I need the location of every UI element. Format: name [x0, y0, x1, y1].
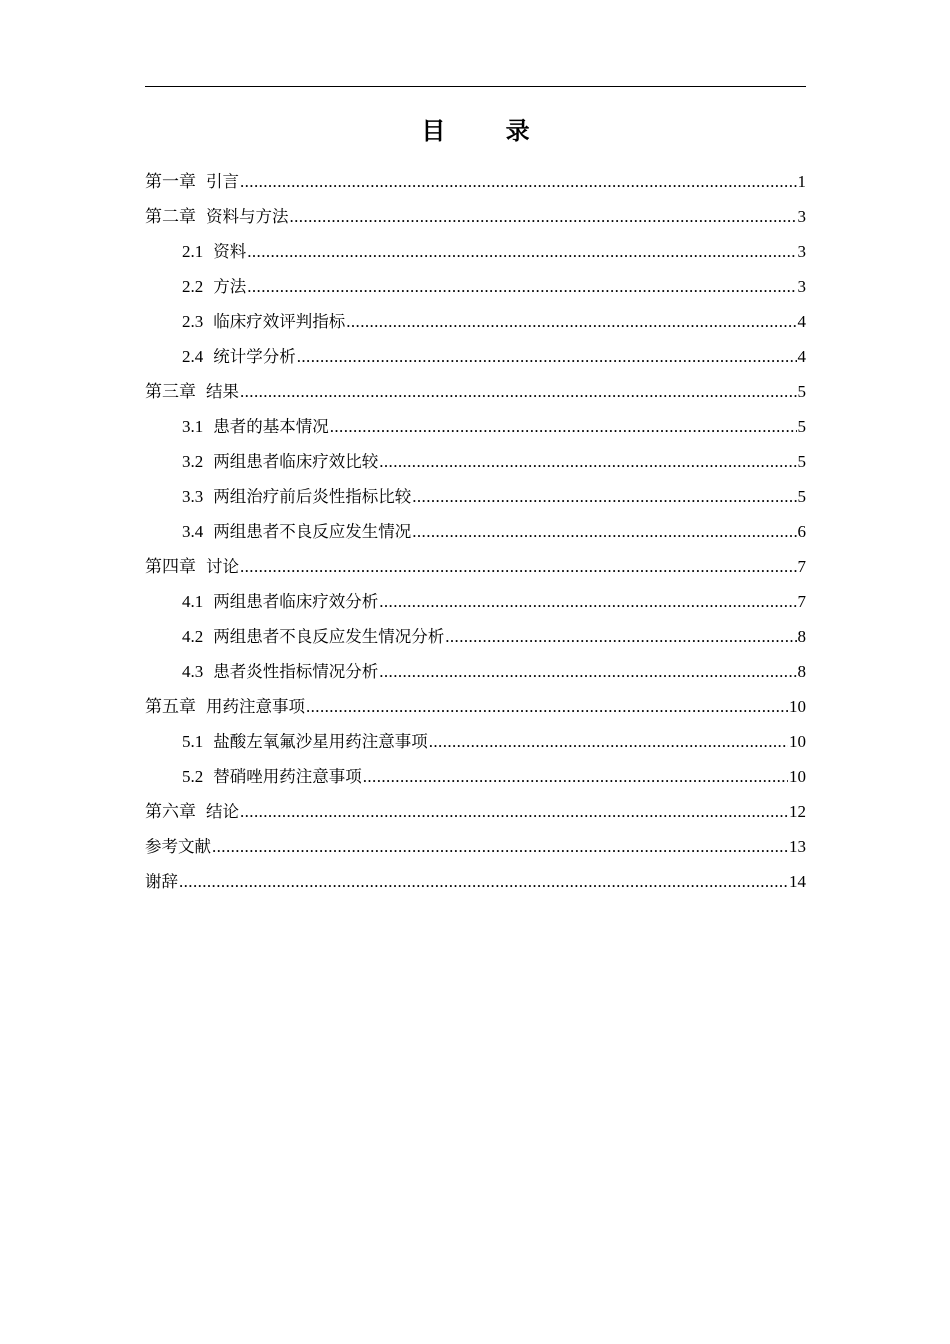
toc-entry-label: 两组患者临床疗效分析 [213, 592, 379, 611]
toc-entry-page-number: 8 [797, 627, 806, 646]
toc-entry-page-number: 7 [797, 557, 806, 576]
toc-entry-number: 5.1 [182, 732, 204, 751]
dot-leader [240, 796, 788, 828]
toc-entry[interactable] [145, 271, 806, 306]
toc-entry[interactable] [145, 831, 806, 866]
toc-entry-number: 4.3 [182, 662, 204, 681]
toc-entry[interactable] [145, 691, 806, 726]
toc-entry-label: 用药注意事项 [206, 697, 305, 716]
toc-entry[interactable] [145, 726, 806, 761]
toc-entry-number: 第三章 [145, 382, 196, 401]
toc-entry-number: 3.4 [182, 522, 204, 541]
dot-leader [179, 866, 788, 898]
dot-leader [247, 236, 796, 268]
toc-entry-label: 结论 [206, 802, 239, 821]
toc-title: 目 录 [421, 117, 556, 145]
toc-entry-page-number: 5 [797, 417, 806, 436]
toc-entry-page-number: 5 [797, 382, 806, 401]
toc-entry-page-number: 4 [797, 347, 806, 366]
toc-entry[interactable] [145, 236, 806, 271]
toc-entry-number: 2.3 [182, 312, 204, 331]
toc-entry-number: 第四章 [145, 557, 196, 576]
dot-leader [379, 446, 796, 478]
toc-entry[interactable] [145, 866, 806, 901]
toc-entry-page-number: 8 [797, 662, 806, 681]
toc-entry[interactable] [145, 446, 806, 481]
dot-leader [379, 656, 796, 688]
toc-entry-label: 参考文献 [145, 837, 211, 856]
toc-entry-label: 两组患者不良反应发生情况分析 [213, 627, 445, 646]
toc-entry-label: 两组治疗前后炎性指标比较 [213, 487, 412, 506]
dot-leader [240, 551, 797, 583]
toc-entry-page-number: 10 [789, 732, 806, 751]
toc-entry[interactable] [145, 551, 806, 586]
toc-entry-label: 盐酸左氧氟沙星用药注意事项 [213, 732, 428, 751]
toc-entry-label: 患者的基本情况 [213, 417, 329, 436]
toc-entry-page-number: 1 [797, 172, 806, 191]
dot-leader [412, 516, 796, 548]
toc-entry[interactable] [145, 166, 806, 201]
toc-entry-number: 第五章 [145, 697, 196, 716]
toc-entry-label: 两组患者不良反应发生情况 [213, 522, 412, 541]
toc-entry[interactable] [145, 586, 806, 621]
toc-entry-label: 资料 [213, 242, 247, 261]
dot-leader [363, 761, 788, 793]
toc-entry-label: 统计学分析 [213, 347, 296, 366]
toc-entry-label: 替硝唑用药注意事项 [213, 767, 362, 786]
header-rule [145, 86, 806, 87]
dot-leader [212, 831, 788, 863]
toc-entry-label: 引言 [206, 172, 239, 191]
toc-entry-number: 3.1 [182, 417, 204, 436]
toc-entry-label: 临床疗效评判指标 [213, 312, 346, 331]
toc-entry-label: 资料与方法 [206, 207, 289, 226]
toc-entry-number: 第二章 [145, 207, 196, 226]
toc-entry-number: 第六章 [145, 802, 196, 821]
toc-entry[interactable] [145, 341, 806, 376]
toc-entry-number: 5.2 [182, 767, 204, 786]
toc-entry[interactable] [145, 656, 806, 691]
toc-entry-label: 结果 [206, 382, 239, 401]
toc-entry[interactable] [145, 411, 806, 446]
toc-entry-page-number: 4 [797, 312, 806, 331]
toc-entry-label: 讨论 [206, 557, 239, 576]
toc-entry[interactable] [145, 376, 806, 411]
toc-entry-number: 2.2 [182, 277, 204, 296]
dot-leader [247, 271, 796, 303]
dot-leader [240, 376, 797, 408]
toc-entry[interactable] [145, 621, 806, 656]
toc-entry-label: 患者炎性指标情况分析 [213, 662, 379, 681]
toc-entry-page-number: 3 [797, 207, 806, 226]
toc-entry-number: 4.2 [182, 627, 204, 646]
toc-entry-page-number: 10 [789, 767, 806, 786]
toc-entry-page-number: 7 [797, 592, 806, 611]
toc-entry[interactable] [145, 516, 806, 551]
dot-leader [379, 586, 796, 618]
toc-entry-page-number: 12 [789, 802, 806, 821]
toc-entry-page-number: 3 [797, 242, 806, 261]
toc-entry-number: 第一章 [145, 172, 196, 191]
dot-leader [290, 201, 797, 233]
toc-entry-number: 2.4 [182, 347, 204, 366]
toc-entry-page-number: 5 [797, 452, 806, 471]
toc-entry-number: 3.2 [182, 452, 204, 471]
toc-entry-label: 方法 [213, 277, 247, 296]
dot-leader [330, 411, 797, 443]
dot-leader [445, 621, 796, 653]
dot-leader [429, 726, 788, 758]
dot-leader [306, 691, 788, 723]
toc-entry-label: 谢辞 [145, 872, 178, 891]
toc-entry-number: 4.1 [182, 592, 204, 611]
dot-leader [240, 166, 797, 198]
dot-leader [412, 481, 796, 513]
toc-entry[interactable] [145, 481, 806, 516]
toc-entry-page-number: 6 [797, 522, 806, 541]
toc-entry-page-number: 13 [789, 837, 806, 856]
toc-entry-number: 3.3 [182, 487, 204, 506]
toc-entry-page-number: 10 [789, 697, 806, 716]
toc-entry-page-number: 14 [789, 872, 806, 891]
toc-entry[interactable] [145, 306, 806, 341]
toc-entry-label: 两组患者临床疗效比较 [213, 452, 379, 471]
toc-entry-page-number: 3 [797, 277, 806, 296]
dot-leader [346, 306, 796, 338]
toc-entry-number: 2.1 [182, 242, 204, 261]
toc-entry-page-number: 5 [797, 487, 806, 506]
toc-entry[interactable] [145, 796, 806, 831]
toc-entry[interactable] [145, 761, 806, 796]
toc-list [145, 166, 806, 901]
dot-leader [297, 341, 797, 373]
toc-entry[interactable] [145, 201, 806, 236]
